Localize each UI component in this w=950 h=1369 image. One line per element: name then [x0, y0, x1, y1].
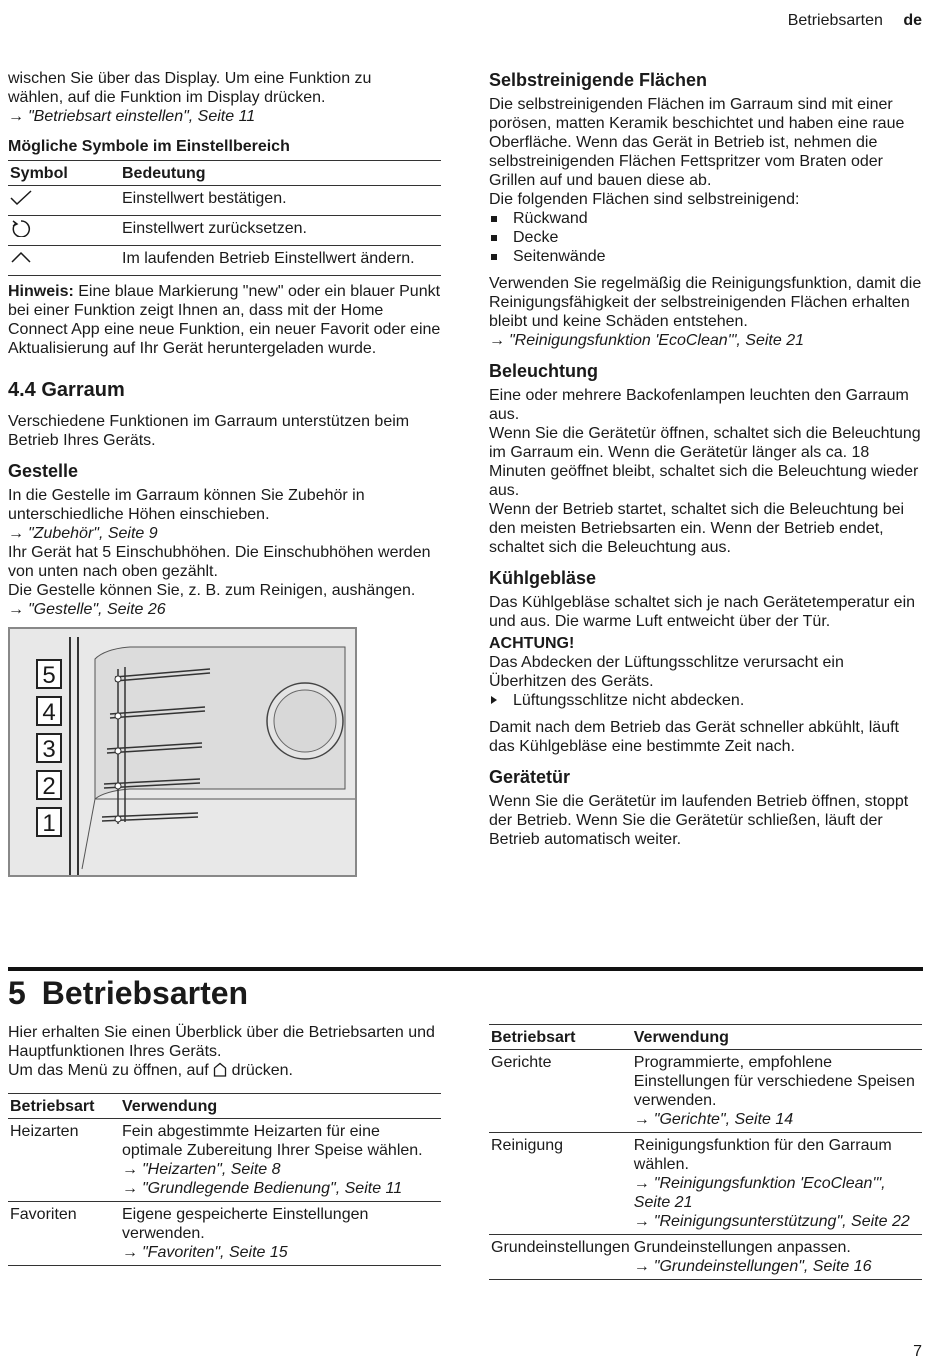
mode-use	[632, 1050, 922, 1133]
beleuchtung-p3: Wenn der Betrieb startet, schaltet sich die Beleuchtung bei den meisten Betriebsarten ein. Wenn der Betrieb endet, schaltet sich die Beleuchtung aus.	[489, 501, 905, 556]
modes-header-name: Betriebsart	[8, 1094, 120, 1119]
oven-level-label: 2	[36, 770, 62, 800]
right-column	[489, 69, 922, 849]
chapter-number: 5	[8, 975, 26, 1011]
gestelle-text-2: Ihr Gerät hat 5 Einschubhöhen. Die Einschubhöhen werden von unten nach oben gezählt.	[8, 544, 431, 580]
table-row	[489, 1133, 922, 1235]
modes-header-use: Verwendung	[120, 1094, 441, 1119]
table-row	[489, 1050, 922, 1133]
intro-line-1: wischen Sie über das Display. Um eine Funktion zu	[8, 70, 372, 87]
mode-ref-link[interactable]: → "Reinigungsunterstützung", Seite 22	[633, 1213, 910, 1230]
table-row	[8, 1202, 441, 1266]
table-row	[8, 1119, 441, 1202]
mode-ref-link[interactable]: → "Reinigungsfunktion 'EcoClean'", Seite 21	[633, 1175, 886, 1211]
tuer-title: Gerätetür	[489, 767, 571, 787]
symbols-header-meaning: Bedeutung	[120, 161, 441, 186]
arrow-icon: →	[8, 108, 24, 125]
hint-paragraph: Hinweis: Eine blaue Markierung "new" oder ein blauer Punkt bei einer Funktion zeigt Ihnen an, dass mit der Home Connect App eine neue Funktion, ein neuer Favorit oder eine Aktualisierung auf Ihr Gerät heruntergeladen wurde.	[8, 283, 441, 357]
arrow-icon: →	[633, 1111, 650, 1128]
selbst-text-2: Verwenden Sie regelmäßig die Reinigungsfunktion, damit die Reinigungsfähigkeit der selbstreinigenden Flächen erhalten bleibt und keine Schäden entstehen.	[489, 275, 922, 330]
table-row	[8, 246, 441, 276]
mode-description: Eigene gespeicherte Einstellungen verwenden.	[122, 1206, 369, 1242]
chapter-divider	[8, 967, 923, 971]
chapter-intro	[8, 1023, 441, 1082]
kuehl-title: Kühlgebläse	[489, 568, 597, 588]
chapter-intro-1: Hier erhalten Sie einen Überblick über die Betriebsarten und Hauptfunktionen Ihres Geräts.	[8, 1024, 435, 1060]
section-44-text: Verschiedene Funktionen im Garraum unterstützen beim Betrieb Ihres Geräts.	[8, 413, 410, 449]
modes-table-right	[489, 1024, 922, 1280]
intro-line-2: wählen, auf die Funktion im Display drücken.	[8, 89, 326, 106]
table-row	[8, 186, 441, 216]
arrow-icon: →	[489, 332, 505, 349]
mode-description: Grundeinstellungen anpassen.	[633, 1239, 851, 1256]
list-item: Decke	[489, 228, 922, 247]
beleuchtung-p1: Eine oder mehrere Backofenlampen leuchten den Garraum aus.	[489, 387, 909, 423]
ref-zubehoer-link[interactable]: → "Zubehör", Seite 9	[8, 525, 158, 542]
arrow-icon: →	[633, 1258, 650, 1275]
home-icon	[213, 1062, 227, 1082]
modes-header-name: Betriebsart	[489, 1025, 632, 1050]
chapter-name: Betriebsarten	[41, 975, 249, 1011]
ref-betriebsart-link[interactable]: → "Betriebsart einstellen", Seite 11	[8, 108, 256, 125]
modes-table-left	[8, 1093, 441, 1266]
mode-use	[120, 1202, 441, 1266]
tuer-p1: Wenn Sie die Gerätetür im laufenden Betrieb öffnen, stoppt der Betrieb. Wenn Sie die Gerätetür schließen, läuft der Betrieb automatisch weiter.	[489, 793, 909, 848]
mode-use	[632, 1133, 922, 1235]
list-item: Rückwand	[489, 209, 922, 228]
chapter-title	[8, 975, 248, 1012]
section-44-title: 4.4 Garraum	[8, 379, 125, 401]
selbst-title: Selbstreinigende Flächen	[489, 70, 708, 90]
beleuchtung-title: Beleuchtung	[489, 361, 599, 381]
mode-name: Grundeinstellungen	[489, 1235, 632, 1280]
selbst-text: Die selbstreinigenden Flächen im Garraum sind mit einer porösen, matten Keramik beschichtet und haben eine raue Oberfläche. Wenn das Gerät in Betrieb ist, nehmen die selbstreinigenden Flächen Fettspritzer vom Braten oder Grillen auf und bauen diese ab.	[489, 96, 905, 189]
mode-ref-link[interactable]: → "Gerichte", Seite 14	[633, 1111, 794, 1128]
symbols-title: Mögliche Symbole im Einstellbereich	[8, 138, 290, 155]
modes-table-left-wrap	[8, 1093, 441, 1266]
mode-ref-link[interactable]: → "Grundeinstellungen", Seite 16	[633, 1258, 872, 1275]
mode-ref-link[interactable]: → "Favoriten", Seite 15	[122, 1244, 288, 1261]
mode-name: Heizarten	[8, 1119, 120, 1202]
page-number: 7	[913, 1343, 922, 1360]
gestelle-text-3: Die Gestelle können Sie, z. B. zum Reinigen, aushängen.	[8, 582, 416, 599]
arrow-icon: →	[122, 1180, 138, 1197]
warning-label: ACHTUNG!	[489, 635, 575, 652]
mode-use	[632, 1235, 922, 1280]
arrow-icon: →	[122, 1161, 138, 1178]
symbol-meaning: Im laufenden Betrieb Einstellwert ändern.	[120, 246, 441, 276]
kuehl-p3: Damit nach dem Betrieb das Gerät schneller abkühlt, läuft das Kühlgebläse eine bestimmte Zeit nach.	[489, 719, 899, 755]
mode-name: Gerichte	[489, 1050, 632, 1133]
mode-description: Fein abgestimmte Heizarten für eine optimale Zubereitung Ihrer Speise wählen.	[122, 1123, 423, 1159]
ref-ecoclean-link[interactable]: → "Reinigungsfunktion 'EcoClean'", Seite 21	[489, 332, 804, 349]
mode-ref-link[interactable]: → "Grundlegende Bedienung", Seite 11	[122, 1180, 403, 1197]
left-column	[8, 69, 441, 877]
header-section: Betriebsarten	[787, 12, 883, 29]
checkmark-icon	[10, 189, 32, 207]
arrow-icon: →	[633, 1175, 650, 1192]
action-item: Lüftungsschlitze nicht abdecken.	[489, 691, 922, 710]
oven-level-label: 1	[36, 807, 62, 837]
mode-name: Reinigung	[489, 1133, 632, 1235]
beleuchtung-p2: Wenn Sie die Gerätetür öffnen, schaltet sich die Beleuchtung im Garraum ein. Wenn die Gerätetür länger als ca. 18 Minuten geöffnet bleibt, schaltet sich die Beleuchtung wieder aus.	[489, 425, 921, 499]
modes-header-use: Verwendung	[632, 1025, 922, 1050]
ref-gestelle-link[interactable]: → "Gestelle", Seite 26	[8, 601, 166, 618]
page-header	[788, 12, 922, 30]
gestelle-text-1: In die Gestelle im Garraum können Sie Zubehör in unterschiedliche Höhen einschieben.	[8, 487, 365, 523]
selbst-list-intro: Die folgenden Flächen sind selbstreinigend:	[489, 191, 800, 208]
mode-use	[120, 1119, 441, 1202]
gestelle-title: Gestelle	[8, 461, 79, 481]
table-row	[8, 216, 441, 246]
modes-table-right-wrap	[489, 1024, 922, 1280]
oven-rack-illustration	[8, 627, 357, 877]
symbol-meaning: Einstellwert zurücksetzen.	[120, 216, 441, 246]
arrow-icon: →	[122, 1244, 138, 1261]
list-item: Seitenwände	[489, 247, 922, 266]
oven-level-label: 5	[36, 659, 62, 689]
symbols-table	[8, 160, 441, 276]
mode-description: Programmierte, empfohlene Einstellungen für verschiedene Speisen verwenden.	[633, 1054, 915, 1109]
kuehl-p2: Das Abdecken der Lüftungsschlitze verursacht ein Überhitzen des Geräts.	[489, 654, 844, 690]
symbol-meaning: Einstellwert bestätigen.	[120, 186, 441, 216]
selbst-list	[489, 209, 922, 266]
arrow-icon: →	[633, 1213, 650, 1230]
mode-ref-link[interactable]: → "Heizarten", Seite 8	[122, 1161, 281, 1178]
reset-icon	[10, 219, 32, 237]
chevron-up-icon	[10, 249, 32, 267]
table-row	[489, 1235, 922, 1280]
symbols-header-symbol: Symbol	[8, 161, 120, 186]
kuehl-p1: Das Kühlgebläse schaltet sich je nach Gerätetemperatur ein und aus. Die warme Luft entweicht über der Tür.	[489, 594, 916, 630]
mode-name: Favoriten	[8, 1202, 120, 1266]
arrow-icon: →	[8, 601, 24, 618]
chapter-intro-2: Um das Menü zu öffnen, auf drücken.	[8, 1061, 441, 1082]
kuehl-action-list	[489, 691, 922, 710]
header-language: de	[903, 12, 922, 29]
oven-level-label: 4	[36, 696, 62, 726]
mode-description: Reinigungsfunktion für den Garraum wählen.	[633, 1137, 892, 1173]
arrow-icon: →	[8, 525, 24, 542]
oven-level-label: 3	[36, 733, 62, 763]
